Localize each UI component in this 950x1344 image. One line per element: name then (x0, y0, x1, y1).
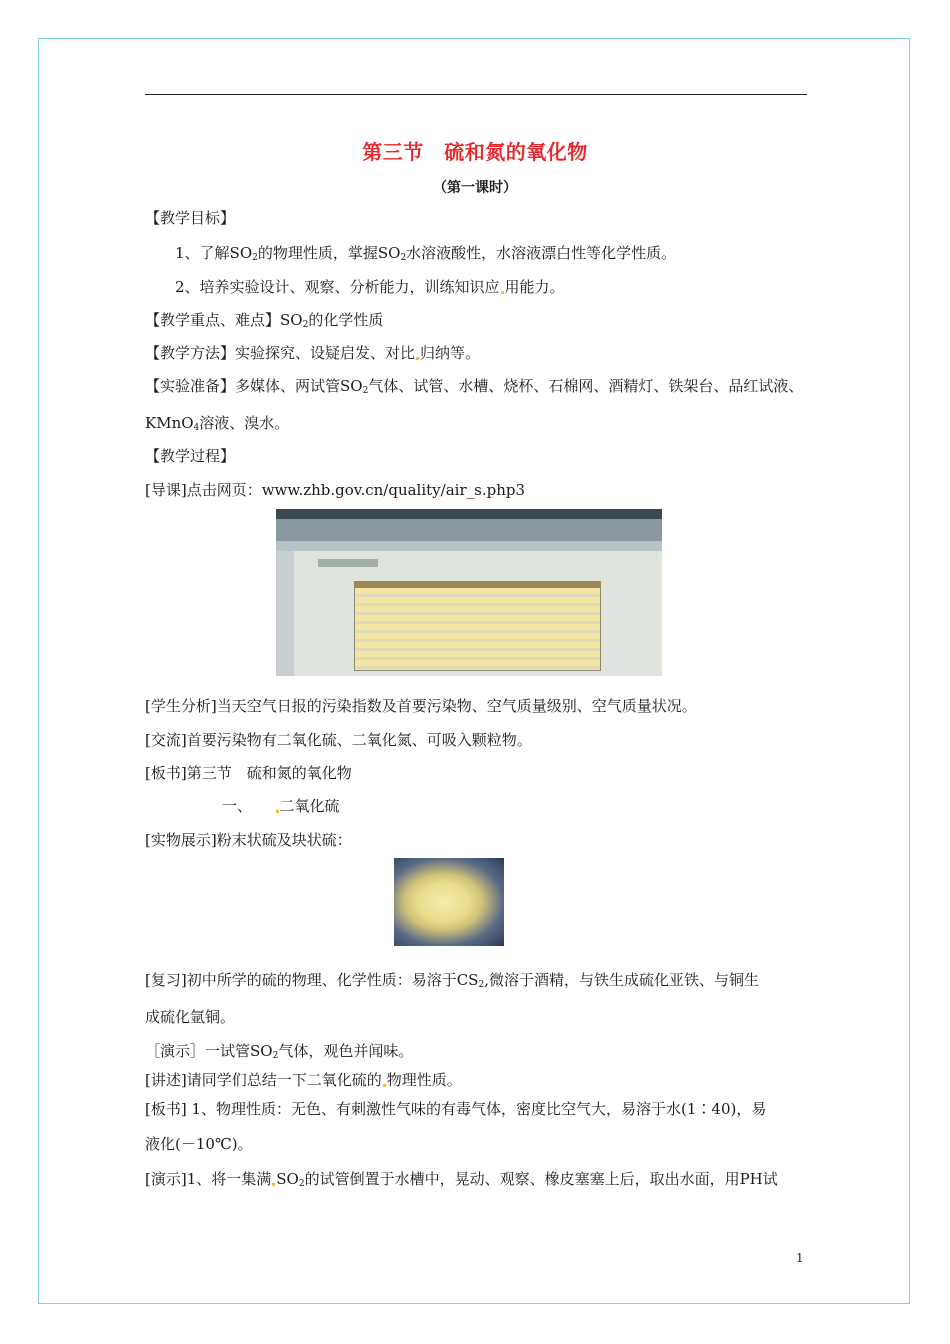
demo-line-2: [演示]1、将一集满 $SO_2$的试管倒置于水槽中，晃动、观察、橡皮塞塞上后，取出水面，用PH试 (145, 1170, 778, 1189)
page-number: 1 (796, 1251, 804, 1265)
objective-1: 1、了解$SO_2$的物理性质，掌握$SO_2$水溶液酸性，水溶液漂白性等化学性质。 (175, 244, 677, 263)
process-heading: 【教学过程】 (145, 447, 236, 465)
sulfur-powder-photo (394, 858, 504, 946)
shot-addressbar (276, 541, 662, 551)
shot-table (354, 587, 601, 671)
objective-2: 2、培养实验设计、观察、分析能力，训练知识应 用能力。 (175, 278, 565, 296)
objectives-heading: 【教学目标】 (145, 209, 236, 227)
mark-dot (276, 810, 279, 813)
shot-content (294, 551, 662, 676)
demo-line-1: ［演示］一试管$SO_2$气体，观色并闻味。 (145, 1042, 414, 1061)
shot-toolbar (276, 519, 662, 541)
shot-sidebar (276, 551, 294, 676)
board-line-1: [板书]第三节 硫和氮的氧化物 (145, 764, 352, 782)
teaching-methods: 【教学方法】实验探究、设疑启发、对比 归纳等。 (145, 344, 481, 362)
mark-dot (272, 1183, 275, 1186)
header-rule (145, 94, 807, 95)
talk-line: [讲述]请同学们总结一下二氧化硫的 物理性质。 (145, 1071, 462, 1089)
intro-line: [导课]点击网页：www.zhb.gov.cn/quality/air_s.php3 (145, 481, 525, 499)
show-line: [实物展示]粉末状硫及块状硫： (145, 831, 352, 849)
key-points: 【教学重点、难点】$SO_2$的化学性质 (145, 311, 384, 330)
review-line-2: 成硫化氩铜。 (145, 1008, 236, 1026)
review-line-1: [复习]初中所学的硫的物理、化学性质：易溶于$CS_2$,微溶于酒精，与铁生成硫化亚铁、与铜生 (145, 971, 759, 990)
page-title: 第三节 硫和氮的氧化物 (362, 140, 588, 164)
board-line-2: [板书] 1、物理性质：无色、有刺激性气味的有毒气体，密度比空气大，易溶于水(1∶40)，易 (145, 1100, 767, 1118)
page-subtitle: （第一课时） (433, 180, 517, 196)
air-quality-webpage-screenshot (276, 509, 662, 676)
section-1: 一、 二氧化硫 (222, 797, 340, 815)
prep-line-1: 【实验准备】多媒体、两试管$SO_2$气体、试管、水槽、烧杯、石棉网、酒精灯、铁架台、品红试液、 (145, 377, 804, 396)
prep-line-2: KMnO$_4$溶液、溴水。 (145, 414, 290, 433)
shot-label (318, 559, 378, 567)
exchange-line: [交流]首要污染物有二氧化硫、二氧化氮、可吸入颗粒物。 (145, 731, 532, 749)
mark-dot (501, 291, 504, 294)
board-line-2b: 液化(－10℃)。 (145, 1135, 253, 1153)
shot-titlebar (276, 509, 662, 519)
mark-dot (383, 1084, 386, 1087)
mark-dot (416, 357, 419, 360)
student-analysis: [学生分析]当天空气日报的污染指数及首要污染物、空气质量级别、空气质量状况。 (145, 697, 697, 715)
